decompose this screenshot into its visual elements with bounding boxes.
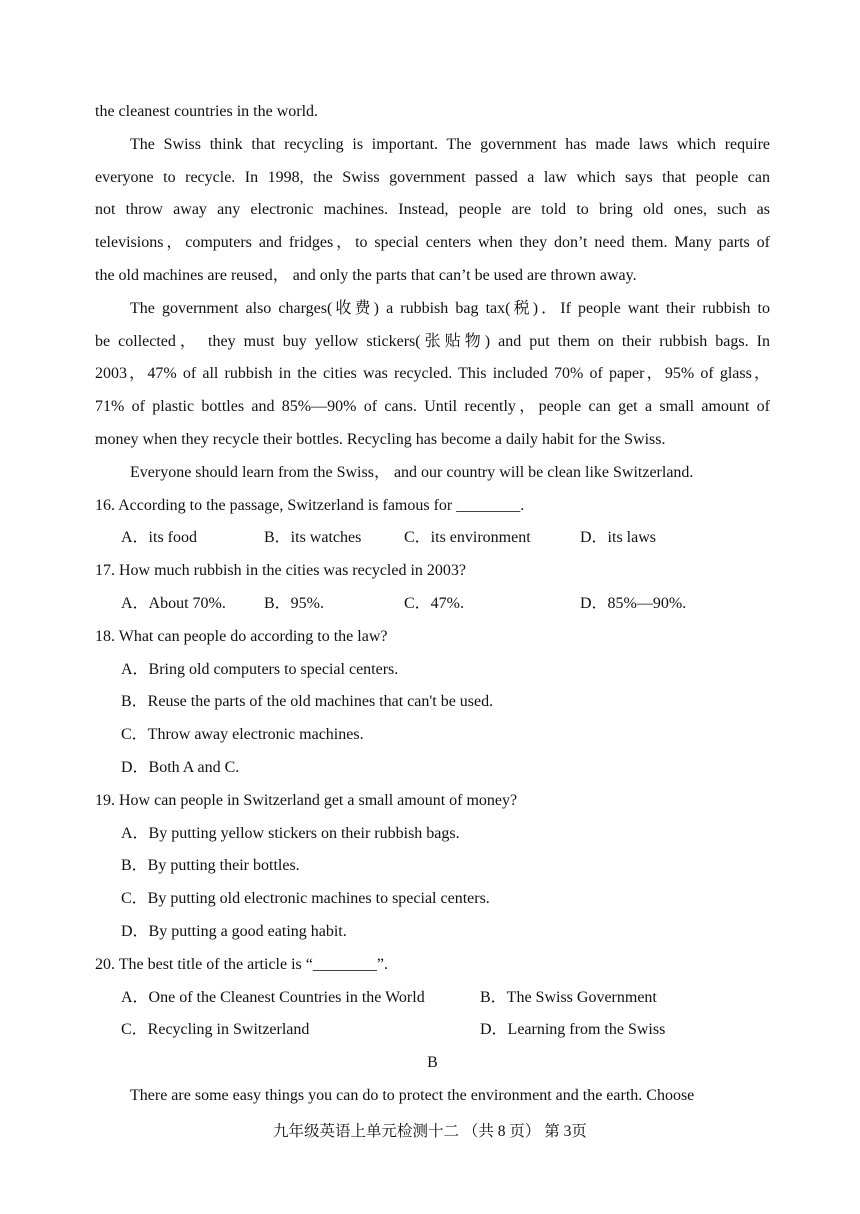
page-content: [95, 96, 770, 1113]
option-b[interactable]: B．By putting their bottles.: [121, 857, 300, 875]
option-a[interactable]: A．About 70%.: [121, 594, 226, 612]
option-b[interactable]: B．The Swiss Government: [480, 988, 657, 1006]
options-row: [95, 522, 770, 555]
question-stem: 16. According to the passage, Switzerland is famous for ________.: [95, 496, 525, 514]
question-18: [95, 621, 770, 785]
option-d[interactable]: D．By putting a good eating habit.: [121, 922, 347, 940]
passage-line: The government also charges(收费) a rubbish bag tax(税)．If people want their rubbish to: [130, 299, 770, 317]
passage-line: money when they recycle their bottles. Recycling has become a daily habit for the Swiss.: [95, 430, 666, 448]
passage-line: be collected， they must buy yellow stickers(张贴物) and put them on their rubbish bags. In: [95, 332, 770, 350]
question-20: [95, 949, 770, 1047]
passage-line: everyone to recycle. In 1998, the Swiss government passed a law which says that people can: [95, 168, 770, 186]
passage-line: Everyone should learn from the Swiss， and our country will be clean like Switzerland.: [130, 463, 694, 481]
option-a[interactable]: A．its food: [121, 529, 198, 547]
question-stem: 19. How can people in Switzerland get a small amount of money?: [95, 791, 518, 809]
passage-line: televisions，computers and fridges，to special centers when they don’t need them. Many parts of: [95, 234, 770, 252]
option-b[interactable]: B．its watches: [264, 529, 362, 547]
option-b[interactable]: B．95%.: [264, 594, 325, 612]
page-footer: 九年级英语上单元检测十二 （共 8 页） 第 3页: [273, 1123, 587, 1140]
option-b[interactable]: B．Reuse the parts of the old machines that can't be used.: [121, 693, 494, 711]
option-c[interactable]: C．Throw away electronic machines.: [121, 726, 364, 744]
section-heading: B: [427, 1054, 438, 1072]
option-a[interactable]: A．Bring old computers to special centers.: [121, 660, 399, 678]
passage-line: the cleanest countries in the world.: [95, 103, 319, 120]
passage-line: 2003，47% of all rubbish in the cities was recycled. This included 70% of paper，95% of glass，: [95, 365, 770, 383]
question-stem: 18. What can people do according to the law?: [95, 627, 388, 645]
option-c[interactable]: C．47%.: [404, 594, 465, 612]
option-d[interactable]: D．Learning from the Swiss: [480, 1021, 666, 1039]
question-19: [95, 785, 770, 949]
option-d[interactable]: D．its laws: [580, 529, 657, 547]
option-a[interactable]: A．One of the Cleanest Countries in the World: [121, 988, 425, 1006]
options-row: [95, 588, 770, 621]
option-a[interactable]: A．By putting yellow stickers on their rubbish bags.: [121, 824, 460, 842]
passage-line: The Swiss think that recycling is important. The government has made laws which require: [130, 135, 770, 153]
passage-line: the old machines are reused， and only the parts that can’t be used are thrown away.: [95, 266, 637, 284]
reading-passage: [95, 96, 770, 490]
section-intro: There are some easy things you can do to protect the environment and the earth. Choose: [130, 1086, 695, 1104]
question-stem: 20. The best title of the article is “________”.: [95, 955, 388, 973]
passage-line: not throw away any electronic machines. Instead, people are told to bring old ones, such as: [95, 201, 770, 219]
question-16: [95, 490, 770, 556]
question-17: [95, 555, 770, 621]
option-c[interactable]: C．By putting old electronic machines to special centers.: [121, 890, 490, 908]
options-row: [95, 982, 770, 1015]
passage-line: 71% of plastic bottles and 85%—90% of cans. Until recently，people can get a small amount of: [95, 398, 770, 416]
question-stem: 17. How much rubbish in the cities was recycled in 2003?: [95, 562, 467, 580]
options-row: [95, 1014, 770, 1047]
option-c[interactable]: C．its environment: [404, 529, 531, 547]
option-d[interactable]: D．85%—90%.: [580, 594, 687, 612]
option-d[interactable]: D．Both A and C.: [121, 758, 240, 776]
option-c[interactable]: C．Recycling in Switzerland: [121, 1021, 310, 1039]
